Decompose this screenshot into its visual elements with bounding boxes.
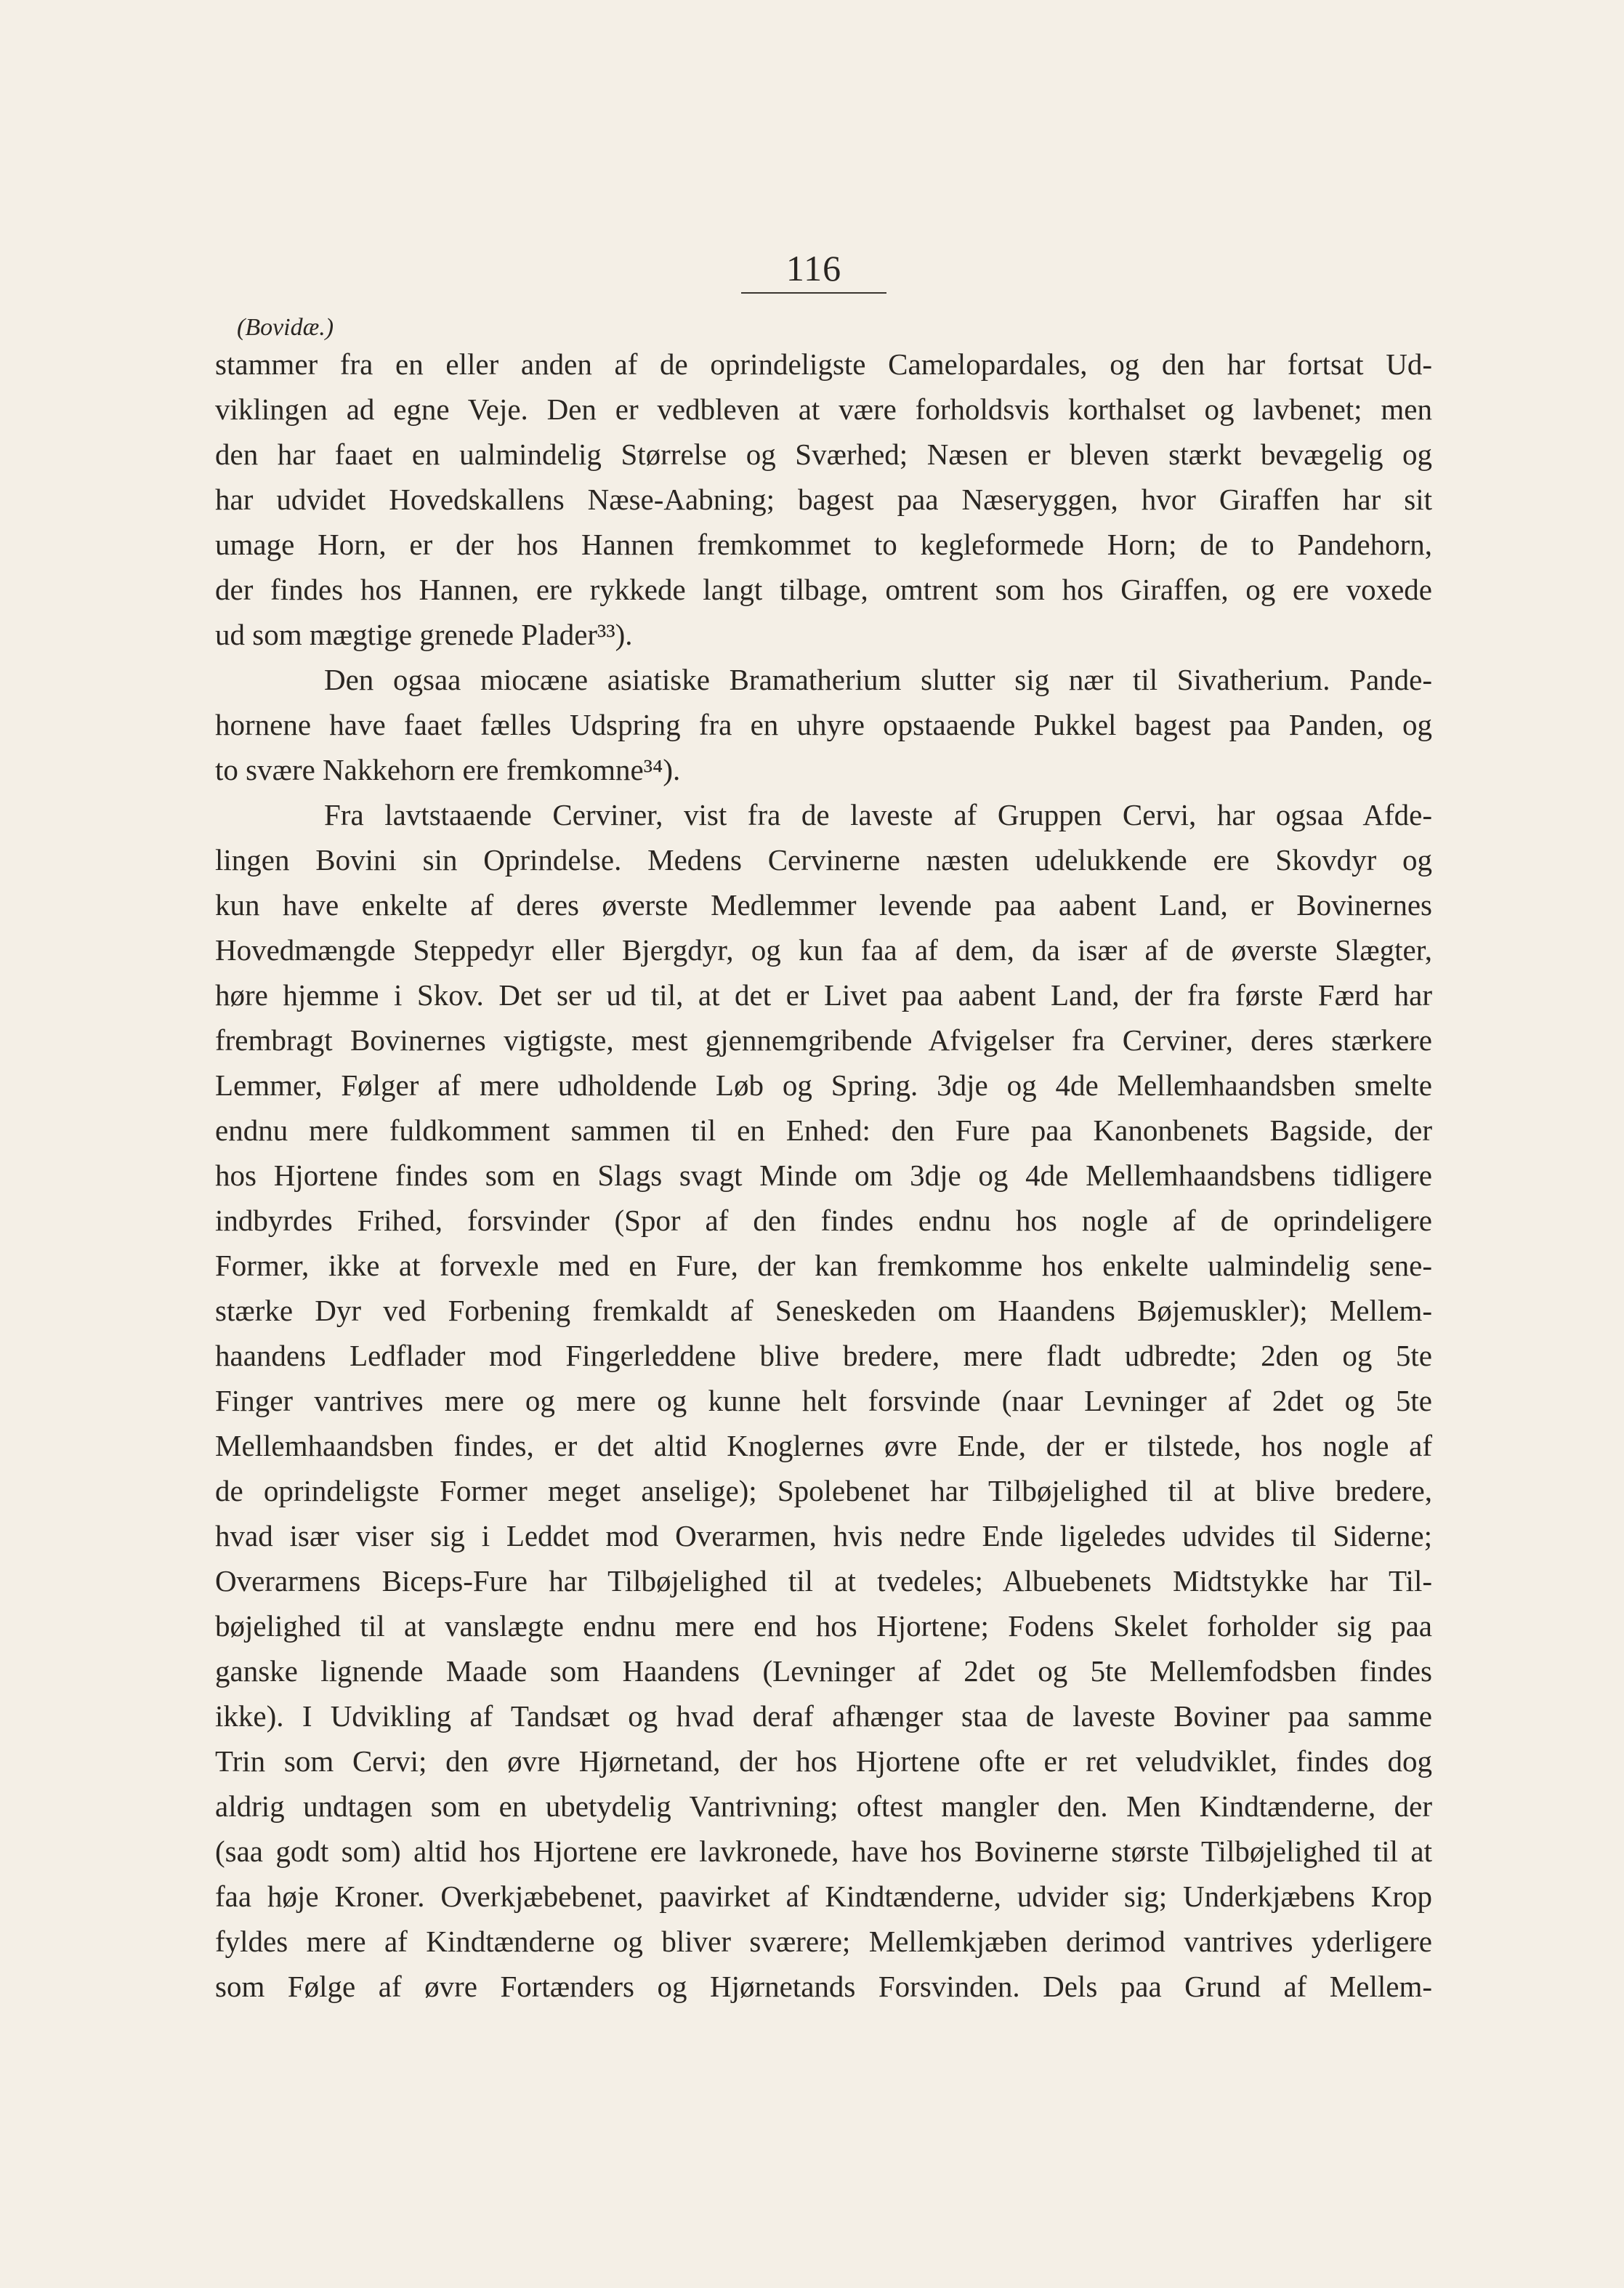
- text-line: Overarmens Biceps-Fure har Tilbøjelighed til at tvedeles; Albuebenets Midtstykke har Til-: [215, 1564, 1432, 1598]
- text-line: Hovedmængde Steppedyr eller Bjergdyr, og kun faa af dem, da især af de øverste Slægter,: [215, 933, 1432, 967]
- text-line: endnu mere fuldkomment sammen til en Enhed: den Fure paa Kanonbenets Bagside, der: [215, 1113, 1432, 1147]
- text-line: indbyrdes Frihed, forsvinder (Spor af den findes endnu hos nogle af de oprindeligere: [215, 1204, 1432, 1237]
- text-line: ikke). I Udvikling af Tandsæt og hvad deraf afhænger staa de laveste Boviner paa samme: [215, 1699, 1432, 1733]
- text-line: stærke Dyr ved Forbening fremkaldt af Seneskeden om Haandens Bøjemuskler); Mellem-: [215, 1294, 1432, 1327]
- text-line: stammer fra en eller anden af de oprindeligste Camelopardales, og den har fortsat Ud-: [215, 347, 1432, 381]
- page-number-rule: [741, 292, 886, 294]
- text-line: kun have enkelte af deres øverste Medlemmer levende paa aabent Land, er Bovinernes: [215, 888, 1432, 922]
- text-line: Den ogsaa miocæne asiatiske Bramatherium slutter sig nær til Sivatherium. Pande-: [324, 663, 1432, 696]
- text-line: Trin som Cervi; den øvre Hjørnetand, der hos Hjortene ofte er ret veludviklet, findes dog: [215, 1744, 1432, 1778]
- text-line: lingen Bovini sin Oprindelse. Medens Cervinerne næsten udelukkende ere Skovdyr og: [215, 843, 1432, 877]
- text-line: de oprindeligste Former meget anselige); Spolebenet har Tilbøjelighed til at blive bredere,: [215, 1474, 1432, 1507]
- text-line: aldrig undtagen som en ubetydelig Vantrivning; oftest mangler den. Men Kindtænderne, der: [215, 1789, 1432, 1823]
- body-text: [215, 342, 1432, 2009]
- text-line: umage Horn, er der hos Hannen fremkommet to kegleformede Horn; de to Pandehorn,: [215, 528, 1432, 561]
- text-line: den har faaet en ualmindelig Størrelse og Sværhed; Næsen er bleven stærkt bevægelig og: [215, 438, 1432, 471]
- text-line: der findes hos Hannen, ere rykkede langt tilbage, omtrent som hos Giraffen, og ere voxede: [215, 573, 1432, 606]
- text-line: fyldes mere af Kindtænderne og bliver sværere; Mellemkjæben derimod vantrives yderligere: [215, 1925, 1432, 1958]
- text-line: (saa godt som) altid hos Hjortene ere lavkronede, have hos Bovinerne største Tilbøjelighed til at: [215, 1834, 1432, 1868]
- text-line: ud som mægtige grenede Plader³³).: [215, 618, 633, 651]
- text-line: frembragt Bovinernes vigtigste, mest gjennemgribende Afvigelser fra Cerviner, deres stærkere: [215, 1023, 1432, 1057]
- text-line: viklingen ad egne Veje. Den er vedbleven at være forholdsvis korthalset og lavbenet; men: [215, 392, 1432, 426]
- text-line: Fra lavtstaaende Cerviner, vist fra de laveste af Gruppen Cervi, har ogsaa Afde-: [324, 798, 1432, 831]
- text-line: to svære Nakkehorn ere fremkomne³⁴).: [215, 753, 681, 786]
- text-line: hos Hjortene findes som en Slags svagt Minde om 3dje og 4de Mellemhaandsbens tidligere: [215, 1159, 1432, 1192]
- text-line: faa høje Kroner. Overkjæbebenet, paavirket af Kindtænderne, udvider sig; Underkjæbens Krop: [215, 1880, 1432, 1913]
- text-line: hvad især viser sig i Leddet mod Overarmen, hvis nedre Ende ligeledes udvides til Siderne;: [215, 1519, 1432, 1552]
- text-line: Finger vantrives mere og mere og kunne helt forsvinde (naar Levninger af 2det og 5te: [215, 1384, 1432, 1417]
- text-line: Former, ikke at forvexle med en Fure, der kan fremkomme hos enkelte ualmindelig sene-: [215, 1249, 1432, 1282]
- text-line: høre hjemme i Skov. Det ser ud til, at det er Livet paa aabent Land, der fra første Færd har: [215, 978, 1432, 1012]
- text-line: som Følge af øvre Fortænders og Hjørnetands Forsvinden. Dels paa Grund af Mellem-: [215, 1970, 1432, 2003]
- running-head: (Bovidæ.): [237, 314, 334, 341]
- page-number: 116: [785, 248, 842, 289]
- text-line: haandens Ledflader mod Fingerleddene blive bredere, mere fladt udbredte; 2den og 5te: [215, 1339, 1432, 1372]
- text-line: Lemmer, Følger af mere udholdende Løb og Spring. 3dje og 4de Mellemhaandsben smelte: [215, 1068, 1432, 1102]
- text-line: Mellemhaandsben findes, er det altid Knoglernes øvre Ende, der er tilstede, hos nogle af: [215, 1429, 1432, 1462]
- text-line: ganske lignende Maade som Haandens (Levninger af 2det og 5te Mellemfodsben findes: [215, 1654, 1432, 1688]
- text-line: har udvidet Hovedskallens Næse-Aabning; bagest paa Næseryggen, hvor Giraffen har sit: [215, 483, 1432, 516]
- text-line: hornene have faaet fælles Udspring fra en uhyre opstaaende Pukkel bagest paa Panden, og: [215, 708, 1432, 741]
- text-line: bøjelighed til at vanslægte endnu mere end hos Hjortene; Fodens Skelet forholder sig paa: [215, 1609, 1432, 1643]
